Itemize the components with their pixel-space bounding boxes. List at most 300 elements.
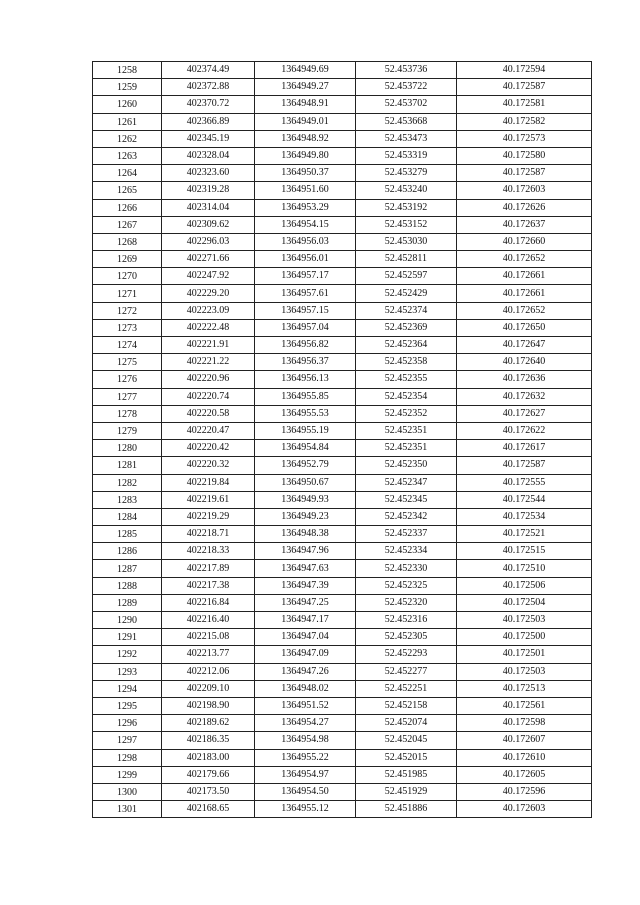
longitude-cell: 40.172501 [457,646,592,663]
latitude-cell: 52.452320 [356,594,457,611]
latitude-cell: 52.451985 [356,766,457,783]
point-number-text: 1281 [117,460,137,472]
latitude-cell: 52.452325 [356,577,457,594]
x-coordinate-cell: 402323.60 [162,165,255,182]
latitude-cell: 52.452364 [356,337,457,354]
table-row [93,474,592,491]
table-row [93,199,592,216]
point-number-text: 1296 [117,718,137,730]
point-number-cell [93,216,162,233]
x-coordinate-cell: 402223.09 [162,302,255,319]
longitude-cell: 40.172660 [457,233,592,250]
table-row [93,216,592,233]
point-number-cell [93,577,162,594]
table-row [93,388,592,405]
y-coordinate-cell: 1364954.84 [255,440,356,457]
point-number-text: 1267 [117,219,137,231]
x-coordinate-cell: 402212.06 [162,663,255,680]
longitude-cell: 40.172555 [457,474,592,491]
x-coordinate-cell: 402220.42 [162,440,255,457]
x-coordinate-cell: 402198.90 [162,697,255,714]
latitude-cell: 52.452352 [356,405,457,422]
longitude-cell: 40.172661 [457,268,592,285]
y-coordinate-cell: 1364947.09 [255,646,356,663]
point-number-cell [93,749,162,766]
point-number-cell [93,560,162,577]
latitude-cell: 52.453702 [356,96,457,113]
longitude-cell: 40.172582 [457,113,592,130]
point-number-text: 1295 [117,701,137,713]
latitude-cell: 52.452369 [356,319,457,336]
y-coordinate-cell: 1364957.61 [255,285,356,302]
longitude-cell: 40.172627 [457,405,592,422]
table-row [93,96,592,113]
latitude-cell: 52.452293 [356,646,457,663]
longitude-cell: 40.172603 [457,801,592,818]
latitude-cell: 52.452358 [356,354,457,371]
latitude-cell: 52.452350 [356,457,457,474]
longitude-cell: 40.172661 [457,285,592,302]
point-number-cell [93,543,162,560]
table-row [93,319,592,336]
point-number-text: 1259 [117,82,137,94]
y-coordinate-cell: 1364948.02 [255,680,356,697]
longitude-cell: 40.172636 [457,371,592,388]
table-row [93,594,592,611]
longitude-cell: 40.172607 [457,732,592,749]
x-coordinate-cell: 402328.04 [162,147,255,164]
x-coordinate-cell: 402271.66 [162,251,255,268]
point-number-text: 1266 [117,202,137,214]
y-coordinate-cell: 1364947.26 [255,663,356,680]
x-coordinate-cell: 402314.04 [162,199,255,216]
y-coordinate-cell: 1364956.37 [255,354,356,371]
y-coordinate-cell: 1364954.97 [255,766,356,783]
x-coordinate-cell: 402319.28 [162,182,255,199]
point-number-cell [93,388,162,405]
latitude-cell: 52.452429 [356,285,457,302]
longitude-cell: 40.172581 [457,96,592,113]
point-number-cell [93,663,162,680]
table-row [93,371,592,388]
latitude-cell: 52.453192 [356,199,457,216]
table-row [93,543,592,560]
longitude-cell: 40.172561 [457,697,592,714]
x-coordinate-cell: 402374.49 [162,62,255,79]
point-number-text: 1265 [117,185,137,197]
point-number-text: 1277 [117,391,137,403]
x-coordinate-cell: 402219.61 [162,491,255,508]
latitude-cell: 52.452015 [356,749,457,766]
latitude-cell: 52.453319 [356,147,457,164]
point-number-cell [93,422,162,439]
y-coordinate-cell: 1364954.15 [255,216,356,233]
y-coordinate-cell: 1364947.17 [255,612,356,629]
point-number-cell [93,801,162,818]
latitude-cell: 52.452251 [356,680,457,697]
longitude-cell: 40.172506 [457,577,592,594]
longitude-cell: 40.172610 [457,749,592,766]
table-row [93,680,592,697]
longitude-cell: 40.172513 [457,680,592,697]
table-row [93,354,592,371]
latitude-cell: 52.452334 [356,543,457,560]
x-coordinate-cell: 402183.00 [162,749,255,766]
table-row [93,147,592,164]
x-coordinate-cell: 402216.40 [162,612,255,629]
latitude-cell: 52.452347 [356,474,457,491]
point-number-cell [93,233,162,250]
y-coordinate-cell: 1364947.63 [255,560,356,577]
point-number-cell [93,405,162,422]
point-number-cell [93,62,162,79]
longitude-cell: 40.172534 [457,508,592,525]
table-row [93,577,592,594]
longitude-cell: 40.172622 [457,422,592,439]
point-number-text: 1293 [117,666,137,678]
longitude-cell: 40.172603 [457,182,592,199]
point-number-text: 1301 [117,804,137,816]
table-row [93,233,592,250]
table-row [93,491,592,508]
latitude-cell: 52.452597 [356,268,457,285]
table-row [93,801,592,818]
point-number-cell [93,337,162,354]
longitude-cell: 40.172632 [457,388,592,405]
x-coordinate-cell: 402218.33 [162,543,255,560]
table-row [93,285,592,302]
point-number-text: 1289 [117,597,137,609]
y-coordinate-cell: 1364956.13 [255,371,356,388]
table-row [93,165,592,182]
point-number-cell [93,766,162,783]
y-coordinate-cell: 1364947.39 [255,577,356,594]
point-number-text: 1279 [117,426,137,438]
table-row [93,526,592,543]
y-coordinate-cell: 1364953.29 [255,199,356,216]
x-coordinate-cell: 402186.35 [162,732,255,749]
point-number-cell [93,96,162,113]
point-number-cell [93,113,162,130]
point-number-text: 1273 [117,322,137,334]
point-number-cell [93,354,162,371]
latitude-cell: 52.452355 [356,371,457,388]
latitude-cell: 52.452074 [356,715,457,732]
point-number-text: 1275 [117,357,137,369]
x-coordinate-cell: 402215.08 [162,629,255,646]
point-number-text: 1276 [117,374,137,386]
longitude-cell: 40.172587 [457,79,592,96]
point-number-text: 1298 [117,752,137,764]
point-number-text: 1263 [117,151,137,163]
longitude-cell: 40.172544 [457,491,592,508]
x-coordinate-cell: 402219.29 [162,508,255,525]
latitude-cell: 52.453030 [356,233,457,250]
x-coordinate-cell: 402217.38 [162,577,255,594]
latitude-cell: 52.452316 [356,612,457,629]
point-number-cell [93,130,162,147]
latitude-cell: 52.452330 [356,560,457,577]
longitude-cell: 40.172617 [457,440,592,457]
y-coordinate-cell: 1364957.17 [255,268,356,285]
point-number-text: 1269 [117,254,137,266]
latitude-cell: 52.452345 [356,491,457,508]
x-coordinate-cell: 402220.32 [162,457,255,474]
x-coordinate-cell: 402213.77 [162,646,255,663]
y-coordinate-cell: 1364951.60 [255,182,356,199]
y-coordinate-cell: 1364949.80 [255,147,356,164]
longitude-cell: 40.172503 [457,663,592,680]
latitude-cell: 52.452342 [356,508,457,525]
y-coordinate-cell: 1364948.91 [255,96,356,113]
table-row [93,62,592,79]
x-coordinate-cell: 402173.50 [162,783,255,800]
point-number-text: 1264 [117,168,137,180]
table-row [93,732,592,749]
x-coordinate-cell: 402218.71 [162,526,255,543]
point-number-text: 1260 [117,99,137,111]
latitude-cell: 52.452811 [356,251,457,268]
point-number-cell [93,251,162,268]
point-number-text: 1270 [117,271,137,283]
point-number-cell [93,508,162,525]
longitude-cell: 40.172647 [457,337,592,354]
x-coordinate-cell: 402189.62 [162,715,255,732]
y-coordinate-cell: 1364950.67 [255,474,356,491]
y-coordinate-cell: 1364954.50 [255,783,356,800]
longitude-cell: 40.172605 [457,766,592,783]
point-number-cell [93,680,162,697]
point-number-cell [93,715,162,732]
longitude-cell: 40.172640 [457,354,592,371]
table-row [93,79,592,96]
point-number-cell [93,319,162,336]
x-coordinate-cell: 402221.22 [162,354,255,371]
latitude-cell: 52.451929 [356,783,457,800]
x-coordinate-cell: 402179.66 [162,766,255,783]
latitude-cell: 52.451886 [356,801,457,818]
table-row [93,337,592,354]
point-number-text: 1284 [117,511,137,523]
y-coordinate-cell: 1364957.04 [255,319,356,336]
table-row [93,113,592,130]
table-row [93,697,592,714]
latitude-cell: 52.452045 [356,732,457,749]
x-coordinate-cell: 402220.47 [162,422,255,439]
x-coordinate-cell: 402216.84 [162,594,255,611]
y-coordinate-cell: 1364951.52 [255,697,356,714]
table-row [93,766,592,783]
longitude-cell: 40.172626 [457,199,592,216]
point-number-text: 1287 [117,563,137,575]
longitude-cell: 40.172504 [457,594,592,611]
point-number-cell [93,285,162,302]
y-coordinate-cell: 1364949.27 [255,79,356,96]
y-coordinate-cell: 1364956.03 [255,233,356,250]
x-coordinate-cell: 402209.10 [162,680,255,697]
table-row [93,182,592,199]
x-coordinate-cell: 402220.74 [162,388,255,405]
table-row [93,422,592,439]
point-number-text: 1261 [117,116,137,128]
y-coordinate-cell: 1364952.79 [255,457,356,474]
point-number-text: 1285 [117,529,137,541]
table-row [93,405,592,422]
x-coordinate-cell: 402372.88 [162,79,255,96]
longitude-cell: 40.172587 [457,457,592,474]
y-coordinate-cell: 1364949.23 [255,508,356,525]
y-coordinate-cell: 1364950.37 [255,165,356,182]
table-row [93,560,592,577]
latitude-cell: 52.453279 [356,165,457,182]
point-number-text: 1274 [117,340,137,352]
longitude-cell: 40.172510 [457,560,592,577]
point-number-cell [93,526,162,543]
point-number-cell [93,629,162,646]
longitude-cell: 40.172637 [457,216,592,233]
point-number-text: 1291 [117,632,137,644]
longitude-cell: 40.172573 [457,130,592,147]
point-number-text: 1294 [117,683,137,695]
latitude-cell: 52.453668 [356,113,457,130]
point-number-text: 1288 [117,580,137,592]
point-number-cell [93,594,162,611]
coordinates-table-body [93,62,592,818]
point-number-cell [93,182,162,199]
point-number-text: 1290 [117,615,137,627]
point-number-cell [93,79,162,96]
point-number-cell [93,440,162,457]
y-coordinate-cell: 1364956.82 [255,337,356,354]
x-coordinate-cell: 402222.48 [162,319,255,336]
latitude-cell: 52.453152 [356,216,457,233]
y-coordinate-cell: 1364948.38 [255,526,356,543]
point-number-text: 1292 [117,649,137,661]
point-number-text: 1283 [117,494,137,506]
point-number-cell [93,697,162,714]
y-coordinate-cell: 1364956.01 [255,251,356,268]
x-coordinate-cell: 402309.62 [162,216,255,233]
latitude-cell: 52.452351 [356,422,457,439]
latitude-cell: 52.452374 [356,302,457,319]
table-row [93,130,592,147]
x-coordinate-cell: 402229.20 [162,285,255,302]
point-number-text: 1282 [117,477,137,489]
latitude-cell: 52.453473 [356,130,457,147]
table-row [93,268,592,285]
x-coordinate-cell: 402219.84 [162,474,255,491]
latitude-cell: 52.453736 [356,62,457,79]
y-coordinate-cell: 1364949.01 [255,113,356,130]
point-number-cell [93,646,162,663]
latitude-cell: 52.452337 [356,526,457,543]
table-row [93,629,592,646]
x-coordinate-cell: 402247.92 [162,268,255,285]
point-number-cell [93,147,162,164]
longitude-cell: 40.172587 [457,165,592,182]
table-row [93,508,592,525]
x-coordinate-cell: 402370.72 [162,96,255,113]
point-number-text: 1258 [117,65,137,77]
point-number-cell [93,165,162,182]
table-row [93,302,592,319]
longitude-cell: 40.172503 [457,612,592,629]
x-coordinate-cell: 402168.65 [162,801,255,818]
y-coordinate-cell: 1364955.53 [255,405,356,422]
y-coordinate-cell: 1364954.98 [255,732,356,749]
x-coordinate-cell: 402221.91 [162,337,255,354]
longitude-cell: 40.172652 [457,302,592,319]
longitude-cell: 40.172652 [457,251,592,268]
y-coordinate-cell: 1364955.85 [255,388,356,405]
point-number-text: 1262 [117,133,137,145]
point-number-cell [93,457,162,474]
latitude-cell: 52.452277 [356,663,457,680]
point-number-text: 1278 [117,408,137,420]
longitude-cell: 40.172500 [457,629,592,646]
point-number-cell [93,302,162,319]
longitude-cell: 40.172580 [457,147,592,164]
y-coordinate-cell: 1364954.27 [255,715,356,732]
point-number-cell [93,783,162,800]
longitude-cell: 40.172598 [457,715,592,732]
point-number-cell [93,491,162,508]
longitude-cell: 40.172596 [457,783,592,800]
point-number-text: 1297 [117,735,137,747]
y-coordinate-cell: 1364947.96 [255,543,356,560]
point-number-text: 1300 [117,786,137,798]
y-coordinate-cell: 1364957.15 [255,302,356,319]
table-row [93,646,592,663]
point-number-cell [93,732,162,749]
x-coordinate-cell: 402366.89 [162,113,255,130]
y-coordinate-cell: 1364949.93 [255,491,356,508]
table-row [93,612,592,629]
longitude-cell: 40.172594 [457,62,592,79]
point-number-cell [93,612,162,629]
y-coordinate-cell: 1364948.92 [255,130,356,147]
x-coordinate-cell: 402296.03 [162,233,255,250]
y-coordinate-cell: 1364947.25 [255,594,356,611]
point-number-cell [93,371,162,388]
table-row [93,457,592,474]
x-coordinate-cell: 402220.96 [162,371,255,388]
point-number-cell [93,199,162,216]
latitude-cell: 52.452354 [356,388,457,405]
coordinates-table [92,61,592,818]
latitude-cell: 52.452351 [356,440,457,457]
x-coordinate-cell: 402217.89 [162,560,255,577]
y-coordinate-cell: 1364949.69 [255,62,356,79]
latitude-cell: 52.452158 [356,697,457,714]
table-row [93,663,592,680]
point-number-cell [93,474,162,491]
table-row [93,749,592,766]
table-row [93,715,592,732]
point-number-text: 1272 [117,305,137,317]
point-number-text: 1299 [117,769,137,781]
longitude-cell: 40.172521 [457,526,592,543]
latitude-cell: 52.453240 [356,182,457,199]
longitude-cell: 40.172515 [457,543,592,560]
latitude-cell: 52.453722 [356,79,457,96]
point-number-text: 1271 [117,288,137,300]
latitude-cell: 52.452305 [356,629,457,646]
y-coordinate-cell: 1364955.22 [255,749,356,766]
x-coordinate-cell: 402220.58 [162,405,255,422]
longitude-cell: 40.172650 [457,319,592,336]
x-coordinate-cell: 402345.19 [162,130,255,147]
